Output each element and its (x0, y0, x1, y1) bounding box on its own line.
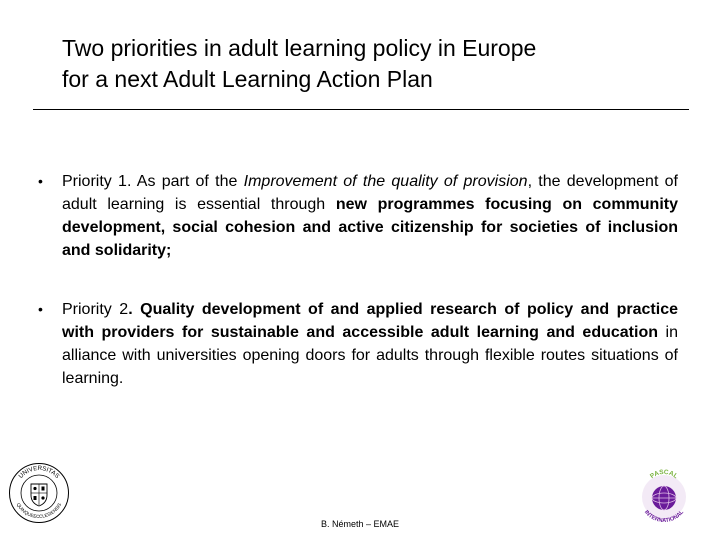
title-divider (33, 109, 689, 110)
pascal-international-logo (633, 465, 695, 527)
priority-2-text (62, 298, 678, 390)
title-line-1: Two priorities in adult learning policy in Europe (62, 35, 537, 61)
bullet-dot: • (38, 301, 43, 317)
pascal-text-top: PASCAL (648, 468, 680, 481)
seal-text-bottom: QUINQUEECCLESIENSIS (15, 502, 63, 520)
priority-1-bullet (38, 170, 678, 262)
priority-2-rest: in alliance with universities opening doors for adults through flexible routes situations of learning. (62, 324, 678, 387)
priority-1-italic: Improvement of the quality of provision (243, 173, 528, 190)
priority-1-middle: , the development of adult learning is essential through (62, 173, 679, 213)
bullet-dot: • (38, 173, 43, 189)
university-seal-logo (8, 462, 70, 524)
pascal-text-bottom: INTERNATIONAL (642, 509, 686, 524)
priority-2-bullet (38, 298, 678, 390)
slide-title (62, 33, 682, 95)
priority-2-intro: Priority 2 (62, 301, 129, 318)
seal-text-top: UNIVERSITAS (17, 464, 61, 480)
priority-1-bold: new programmes focusing on community development, social cohesion and active citizenship for societies of inclusion and solidarity; (62, 196, 679, 259)
priority-1-intro: Priority 1. As part of the (62, 173, 244, 190)
priority-1-text (62, 170, 678, 262)
title-line-2: for a next Adult Learning Action Plan (62, 66, 433, 92)
footer-author: B. Németh – EMAE (320, 519, 400, 529)
priority-2-bold: . Quality development of and applied research of policy and practice with providers for sustainable and accessible adult learning and education (62, 301, 678, 341)
